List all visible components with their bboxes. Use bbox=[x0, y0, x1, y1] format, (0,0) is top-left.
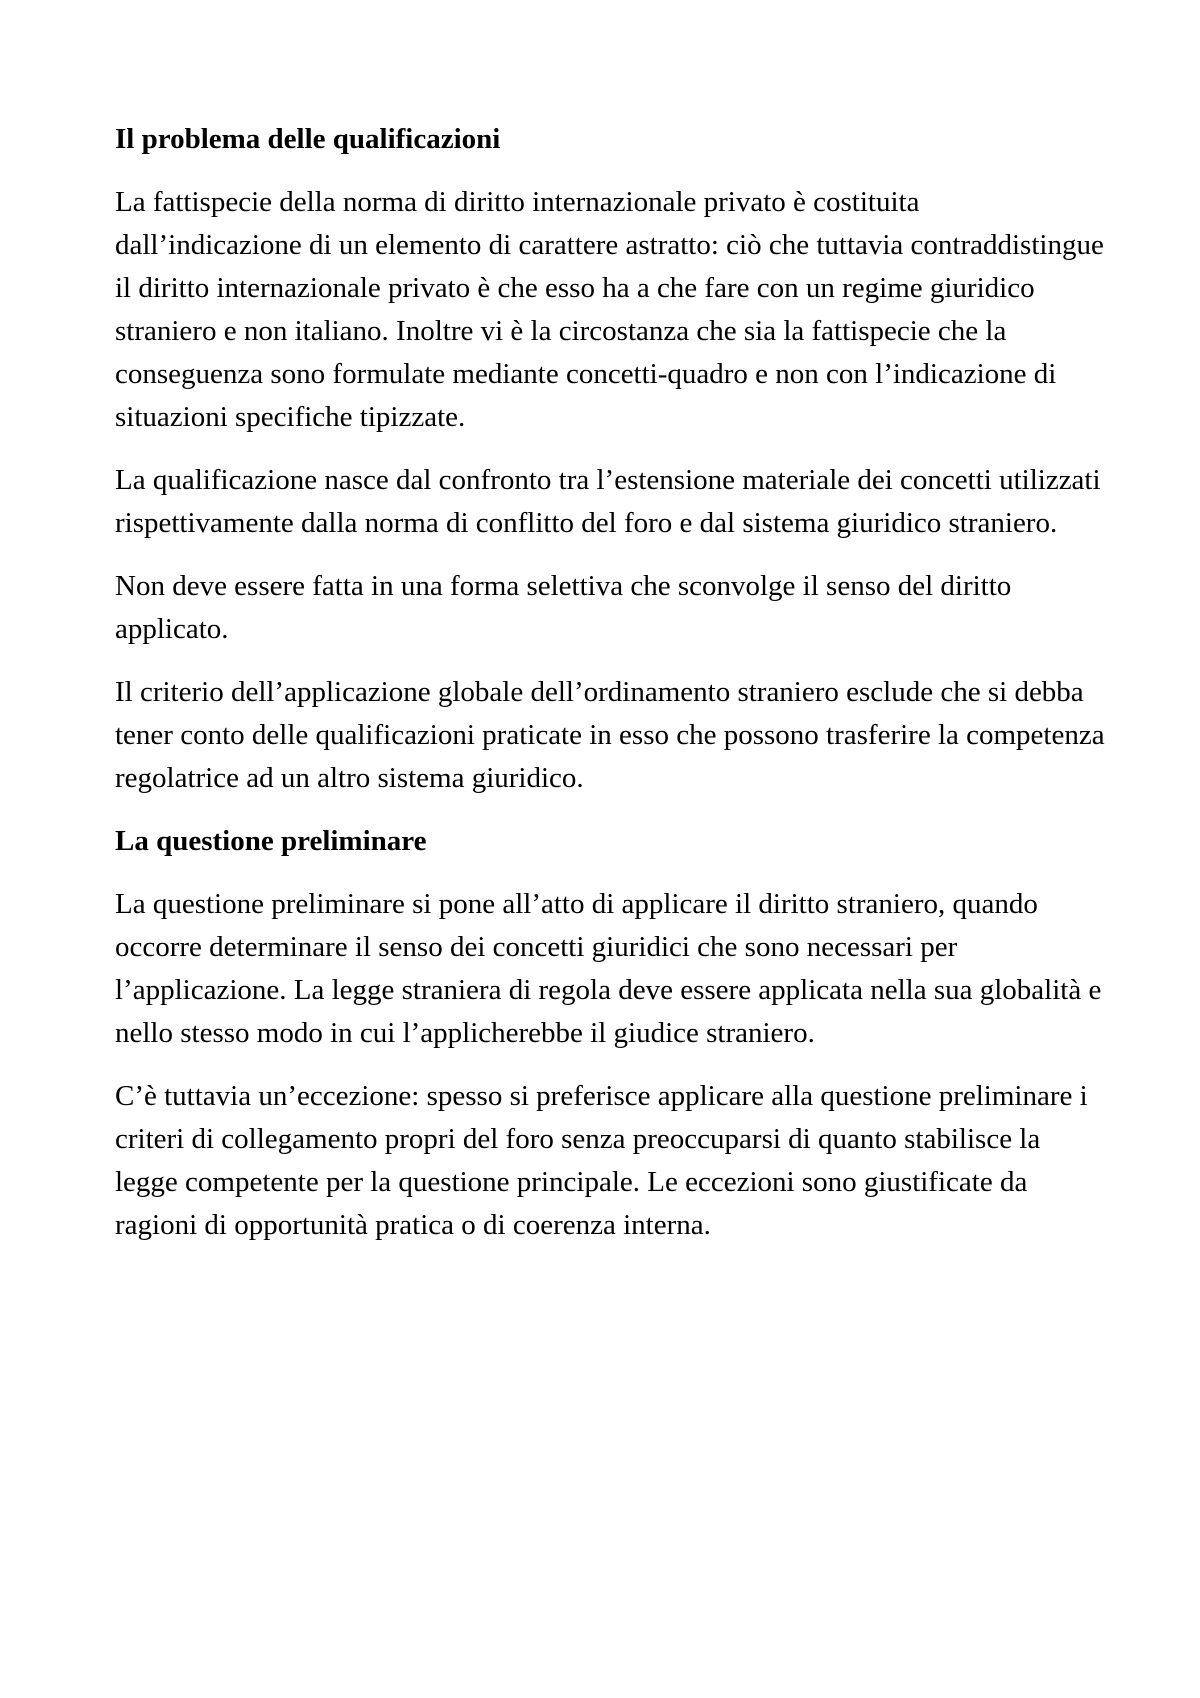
paragraph: La qualificazione nasce dal confronto tra l’estensione materiale dei concetti utilizzati rispettivamente dalla norma di conflitto del foro e dal sistema giuridico straniero. bbox=[115, 464, 1101, 539]
paragraph: Non deve essere fatta in una forma selettiva che sconvolge il senso del diritto applicato. bbox=[115, 570, 1012, 645]
section-qualificazioni bbox=[115, 118, 1105, 800]
paragraph: La questione preliminare si pone all’atto di applicare il diritto straniero, quando occorre determinare il senso dei concetti giuridici che sono necessari per l’applicazione. La legge straniera di regola deve essere applicata nella sua globalità e nello stesso modo in cui l’applicherebbe il giudice straniero. bbox=[115, 888, 1102, 1049]
paragraph: C’è tuttavia un’eccezione: spesso si preferisce applicare alla questione preliminare i criteri di collegamento propri del foro senza preoccuparsi di quanto stabilisce la legge competente per la questione principale. Le eccezioni sono giustificate da ragioni di opportunità pratica o di coerenza interna. bbox=[115, 1080, 1088, 1241]
document-body bbox=[115, 118, 1105, 1267]
section-heading: La questione preliminare bbox=[115, 825, 427, 857]
section-questione-preliminare bbox=[115, 820, 1105, 1247]
paragraph: La fattispecie della norma di diritto internazionale privato è costituita dall’indicazione di un elemento di carattere astratto: ciò che tuttavia contraddistingue il diritto internazionale privato è che esso ha a che fare con un regime giuridico straniero e non italiano. Inoltre vi è la circostanza che sia la fattispecie che la conseguenza sono formulate mediante concetti-quadro e non con l’indicazione di situazioni specifiche tipizzate. bbox=[115, 186, 1104, 433]
section-heading: Il problema delle qualificazioni bbox=[115, 123, 501, 155]
paragraph: Il criterio dell’applicazione globale dell’ordinamento straniero esclude che si debba tener conto delle qualificazioni praticate in esso che possono trasferire la competenza regolatrice ad un altro sistema giuridico. bbox=[115, 676, 1105, 794]
